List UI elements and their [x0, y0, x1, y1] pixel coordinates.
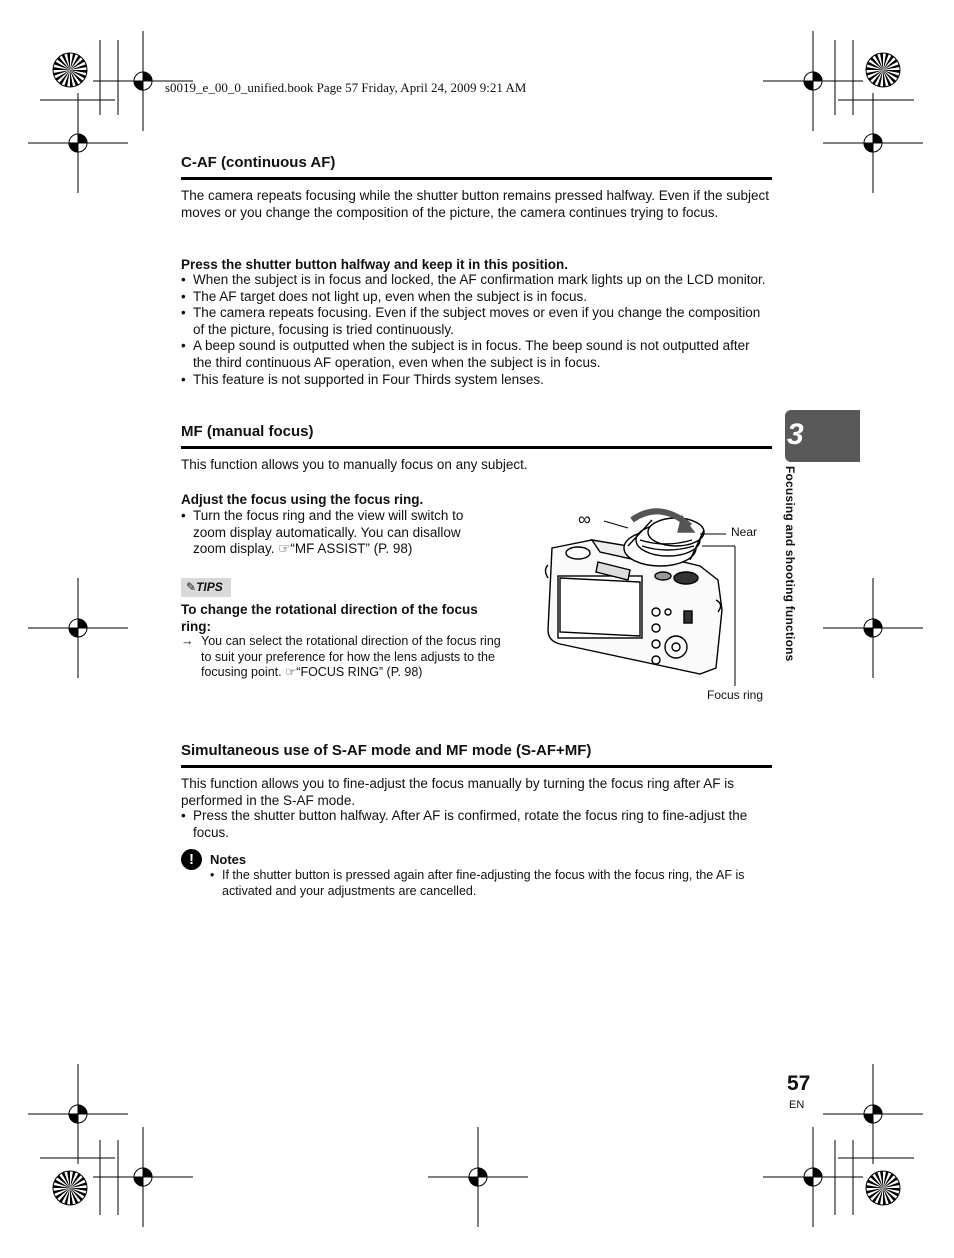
tips-badge: ✎TIPS	[181, 578, 231, 597]
caf-bullet-list	[181, 272, 771, 388]
list-item: • A beep sound is outputted when the subject is in focus. The beep sound is not outputted after the third continuous AF operation, even when the subject is in focus.	[181, 338, 771, 371]
caf-instruction: Press the shutter button halfway and keep it in this position.	[181, 257, 569, 272]
mf-heading: MF (manual focus)	[181, 423, 314, 440]
saf-bullet-list	[181, 808, 771, 841]
tips-heading: To change the rotational direction of the focus ring:	[181, 602, 478, 634]
notes-label: Notes	[210, 852, 247, 867]
starburst-target	[53, 53, 87, 87]
mf-instruction: Adjust the focus using the focus ring.	[181, 492, 424, 507]
mf-intro: This function allows you to manually focus on any subject.	[181, 457, 528, 472]
crosshair-mark	[763, 1127, 863, 1227]
saf-intro: This function allows you to fine-adjust the focus manually by turning the focus ring after AF is performed in the S-AF mode.	[181, 776, 735, 808]
tips-icon: ✎	[186, 580, 197, 594]
tips-text: You can select the rotational direction of the focus ring to suit your preference for how the lens adjusts to the focusing point. ☞“FOCUS RING” (P. 98)	[201, 634, 501, 679]
caf-heading: C-AF (continuous AF)	[181, 154, 336, 171]
list-item: • When the subject is in focus and locked, the AF confirmation mark lights up on the LCD monitor.	[181, 272, 771, 289]
crosshair-mark	[823, 578, 923, 678]
crosshair-mark	[28, 93, 128, 193]
saf-rule	[181, 765, 772, 768]
list-item: • If the shutter button is pressed again after fine-adjusting the focus with the focus ring, the AF is activated and your adjustments are cancelled.	[210, 868, 775, 899]
infinity-label: ∞	[578, 509, 591, 529]
crosshair-mark	[93, 1127, 193, 1227]
list-item: • The camera repeats focusing. Even if the subject moves or even if you change the composition of the picture, focusing is tried continuously.	[181, 305, 771, 338]
crosshair-mark	[428, 1127, 528, 1227]
starburst-target	[866, 1171, 900, 1205]
mf-rule	[181, 446, 772, 449]
saf-heading: Simultaneous use of S-AF mode and MF mode (S-AF+MF)	[181, 742, 592, 759]
crosshair-mark	[763, 31, 863, 131]
list-item: • Turn the focus ring and the view will switch to zoom display automatically. You can disallow zoom display. ☞“MF ASSIST” (P. 98)	[181, 508, 491, 558]
crosshair-mark	[28, 1064, 128, 1164]
chapter-title: Focusing and shooting functions	[783, 466, 797, 662]
starburst-target	[53, 1171, 87, 1205]
mf-bullet-list	[181, 508, 491, 558]
page-number: 57	[787, 1072, 811, 1095]
starburst-target	[866, 53, 900, 87]
book-info-header: s0019_e_00_0_unified.book Page 57 Friday, April 24, 2009 9:21 AM	[165, 80, 527, 95]
list-item: • Press the shutter button halfway. After AF is confirmed, rotate the focus ring to fine-adjust the focus.	[181, 808, 771, 841]
tips-arrow: →	[181, 634, 194, 648]
caf-rule	[181, 177, 772, 180]
focus-ring-label: Focus ring	[707, 688, 764, 702]
caf-intro: The camera repeats focusing while the shutter button remains pressed halfway. Even if the subject moves or you change the composition of the picture, the camera continues trying to focus.	[181, 188, 770, 220]
near-label: Near	[731, 525, 758, 539]
crosshair-mark	[823, 93, 923, 193]
chapter-number: 3	[787, 418, 804, 451]
crosshair-mark	[823, 1064, 923, 1164]
notes-list	[210, 868, 775, 899]
crosshair-mark	[28, 578, 128, 678]
warning-icon: !	[181, 849, 202, 870]
language-code: EN	[789, 1099, 805, 1111]
list-item: • This feature is not supported in Four Thirds system lenses.	[181, 372, 771, 389]
list-item: • The AF target does not light up, even when the subject is in focus.	[181, 289, 771, 306]
